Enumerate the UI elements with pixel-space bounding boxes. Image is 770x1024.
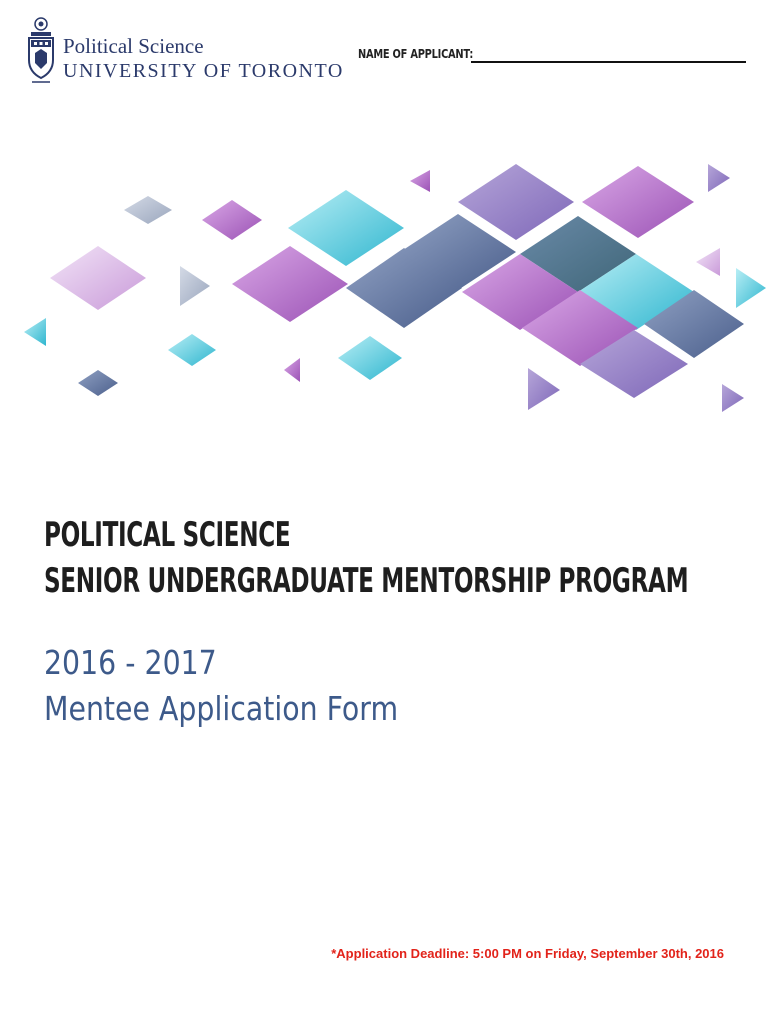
- title-line-program: SENIOR UNDERGRADUATE MENTORSHIP PROGRAM: [44, 561, 689, 601]
- applicant-name-label: NAME OF APPLICANT:: [358, 47, 474, 61]
- crest-icon: [26, 16, 56, 86]
- program-title: [44, 512, 688, 604]
- title-line-department: POLITICAL SCIENCE: [44, 515, 291, 555]
- form-subtitle: [44, 640, 398, 732]
- applicant-name-field[interactable]: [358, 47, 746, 67]
- logo-university-name: UNIVERSITY OF TORONTO: [63, 60, 344, 82]
- logo-department-name: Political Science: [63, 34, 204, 58]
- academic-year: 2016 - 2017: [44, 643, 217, 682]
- geometric-diamond-art: [0, 150, 770, 420]
- application-deadline: *Application Deadline: 5:00 PM on Friday, September 30th, 2016: [331, 946, 724, 961]
- university-logo: [26, 16, 346, 88]
- form-name: Mentee Application Form: [44, 689, 399, 728]
- applicant-name-line[interactable]: [471, 61, 746, 63]
